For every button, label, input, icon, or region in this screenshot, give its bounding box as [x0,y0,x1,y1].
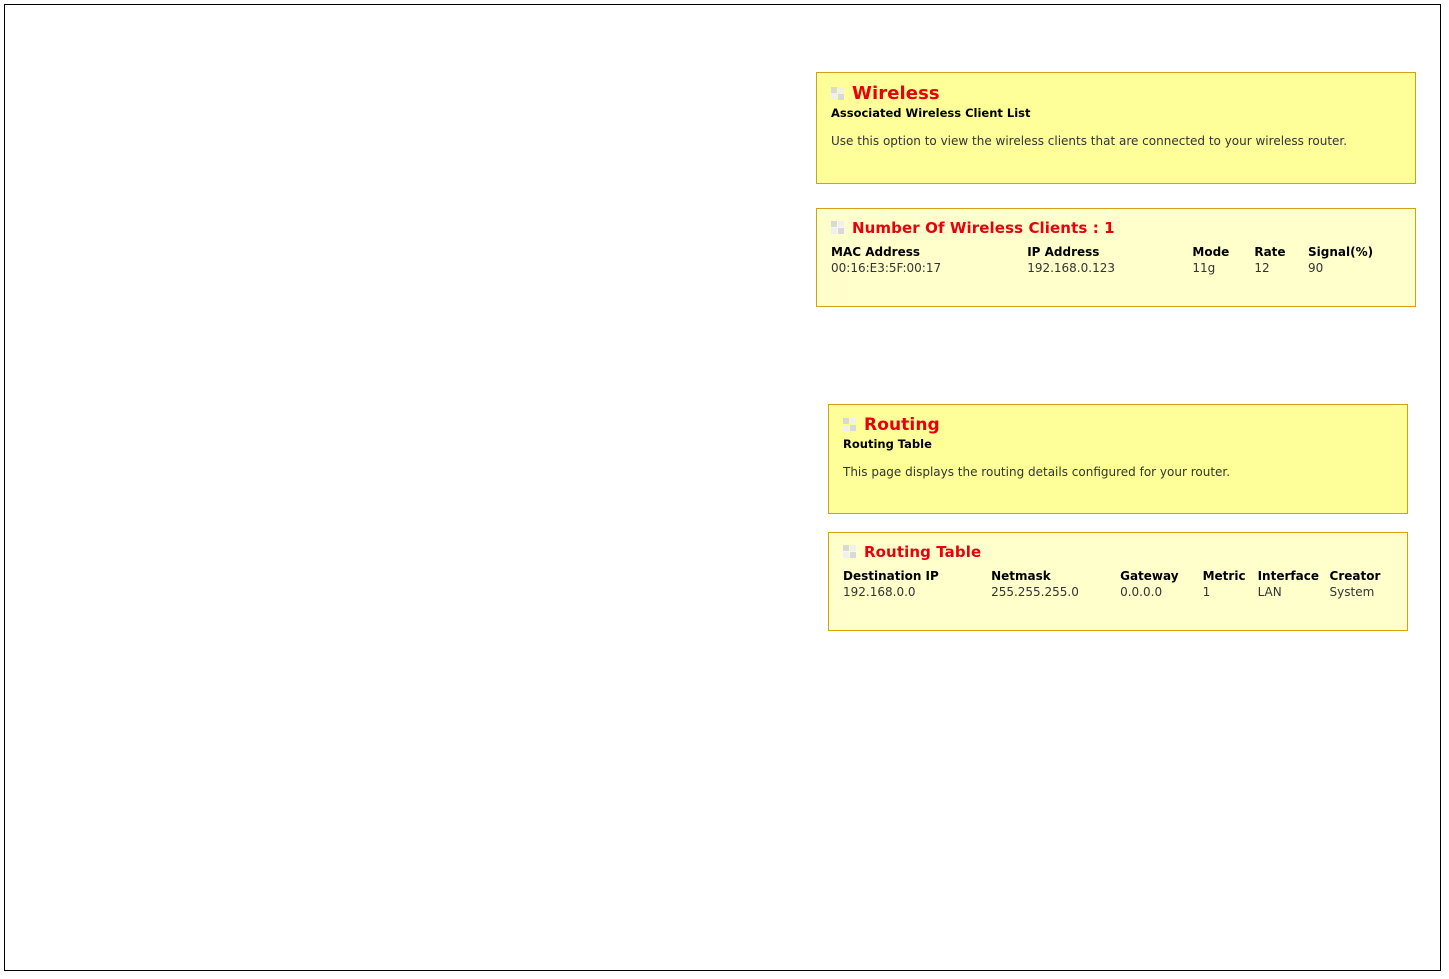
cell-interface: LAN [1257,585,1282,599]
column-header-mode: Mode [1192,245,1230,259]
wireless-clients-panel-inner [816,208,1416,307]
routing-page-description: This page displays the routing details configured for your router. [843,465,1231,479]
table-row [843,585,1393,599]
cell-destination-ip: 192.168.0.0 [843,585,916,599]
squares-icon [843,418,857,432]
routing-page-title: Routing [864,415,940,435]
table-header-row [843,569,1393,585]
routing-info-panel [828,404,1408,514]
cell-mac-address: 00:16:E3:5F:00:17 [831,261,942,275]
routing-table-panel [828,532,1408,631]
routing-table-title: Routing Table [864,543,982,561]
wireless-clients-count-title: Number Of Wireless Clients : 1 [852,219,1115,237]
wireless-clients-panel [816,208,1416,307]
column-header-destination-ip: Destination IP [843,569,939,583]
cell-metric: 1 [1202,585,1211,599]
routing-table-title-row [843,543,1393,561]
column-header-mac-address: MAC Address [831,245,921,259]
cell-ip-address: 192.168.0.123 [1027,261,1115,275]
routing-info-panel-inner [828,404,1408,514]
routing-title-row [843,415,1393,435]
wireless-page-description: Use this option to view the wireless clients that are connected to your wireless router. [831,134,1348,148]
column-header-netmask: Netmask [991,569,1051,583]
wireless-title-row [831,83,1401,104]
squares-icon [831,221,845,235]
cell-creator: System [1329,585,1375,599]
column-header-rate: Rate [1254,245,1286,259]
routing-table [843,569,1393,599]
wireless-info-panel-inner [816,72,1416,184]
routing-table-panel-inner [828,532,1408,631]
table-header-row [831,245,1401,261]
wireless-info-panel [816,72,1416,184]
cell-gateway: 0.0.0.0 [1120,585,1163,599]
wireless-page-title: Wireless [852,83,940,104]
squares-icon [843,545,857,559]
wireless-page-subtitle: Associated Wireless Client List [831,106,1031,120]
cell-netmask: 255.255.255.0 [991,585,1079,599]
column-header-interface: Interface [1257,569,1319,583]
column-header-gateway: Gateway [1120,569,1179,583]
column-header-metric: Metric [1202,569,1246,583]
column-header-ip-address: IP Address [1027,245,1100,259]
table-row [831,261,1401,275]
cell-mode: 11g [1192,261,1216,275]
squares-icon [831,87,845,101]
routing-page-subtitle: Routing Table [843,437,932,451]
column-header-creator: Creator [1329,569,1381,583]
wireless-clients-title-row [831,219,1401,237]
cell-signal: 90 [1308,261,1324,275]
cell-rate: 12 [1254,261,1270,275]
column-header-signal: Signal(%) [1308,245,1374,259]
wireless-clients-table [831,245,1401,275]
